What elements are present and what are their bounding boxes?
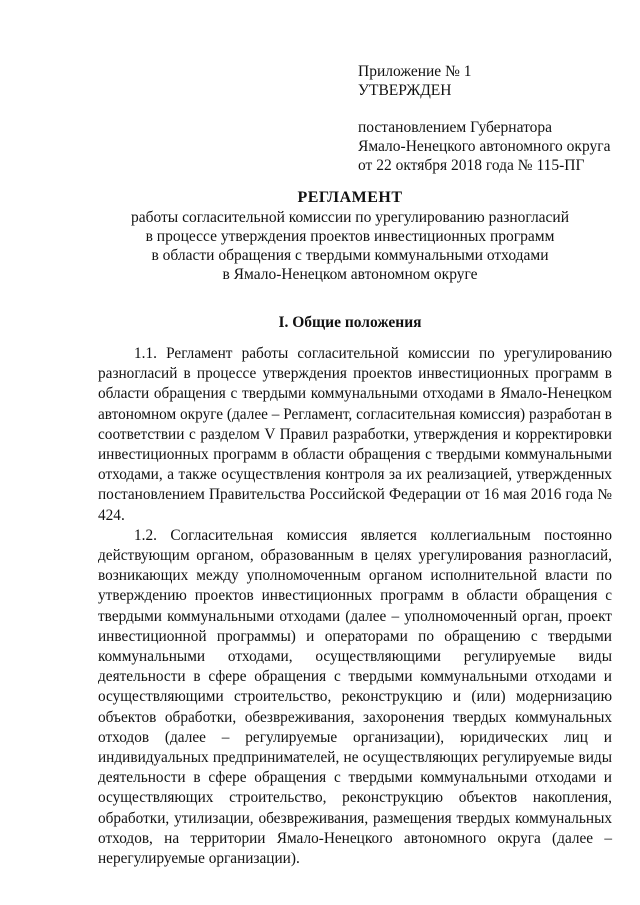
document-title [60,188,640,284]
document-subtitle-line-2: в процессе утверждения проектов инвестиционных программ [145,228,555,245]
document-subtitle-line-3: в области обращения с твердыми коммунальными отходами [151,247,549,264]
approval-decree-line-3: от 22 октября 2018 года № 115-ПГ [358,157,585,174]
paragraph-1-1: 1.1. Регламент работы согласительной комиссии по урегулированию разногласий в процессе утверждения проектов инвестиционных программ в области обращения с твердыми коммунальными отходами в Ямало-Ненецком автономном округе (далее – Регламент, согласительная комиссия) разработан в соответствии с разделом V Правил разработки, утверждения и корректировки инвестиционных программ в области обращения с твердыми коммунальными отходами, а также осуществления контроля за их реализацией, утвержденных постановлением Правительства Российской Федерации от 16 мая 2016 года № 424. [98,345,612,524]
paragraph-1-2: 1.2. Согласительная комиссия является коллегиальным постоянно действующим органом, образованным в целях урегулирования разногласий, возникающих между уполномоченным органом исполнительной власти по утверждению проектов инвестиционных программ в области обращения с твердыми коммунальными отходами (далее – уполномоченный орган, проект инвестиционной программы) и операторами по обращению с твердыми коммунальными отходами, осуществляющими регулируемые виды деятельности в сфере обращения с твердыми коммунальными отходами и осуществляющими строительство, реконструкцию и (или) модернизацию объектов обработки, обезвреживания, захоронения твердых коммунальных отходов (далее – регулируемые организации), юридических лиц и индивидуальных предпринимателей, не осуществляющих регулируемые виды деятельности в сфере обращения с твердыми коммунальными отходами и осуществляющих строительство, реконструкцию объектов накопления, обработки, утилизации, обезвреживания, размещения твердых коммунальных отходов, на территории Ямало-Ненецкого автономного округа (далее – нерегулируемые организации). [98,526,612,868]
approved-label: УТВЕРЖДЕН [358,82,452,99]
document-heading: РЕГЛАМЕНТ [297,189,403,206]
document-subtitle-line-1: работы согласительной комиссии по урегулированию разногласий [130,209,570,226]
document-body [98,344,612,869]
approval-stamp [358,62,628,175]
appendix-number: Приложение № 1 [358,63,472,80]
approval-spacer [358,100,628,118]
approval-decree-line-2: Ямало-Ненецкого автономного округа [358,138,611,155]
document-subtitle-line-4: в Ямало-Ненецком автономном округе [222,266,478,283]
section-title: I. Общие положения [278,314,422,331]
approval-decree-line-1: постановлением Губернатора [358,119,553,136]
